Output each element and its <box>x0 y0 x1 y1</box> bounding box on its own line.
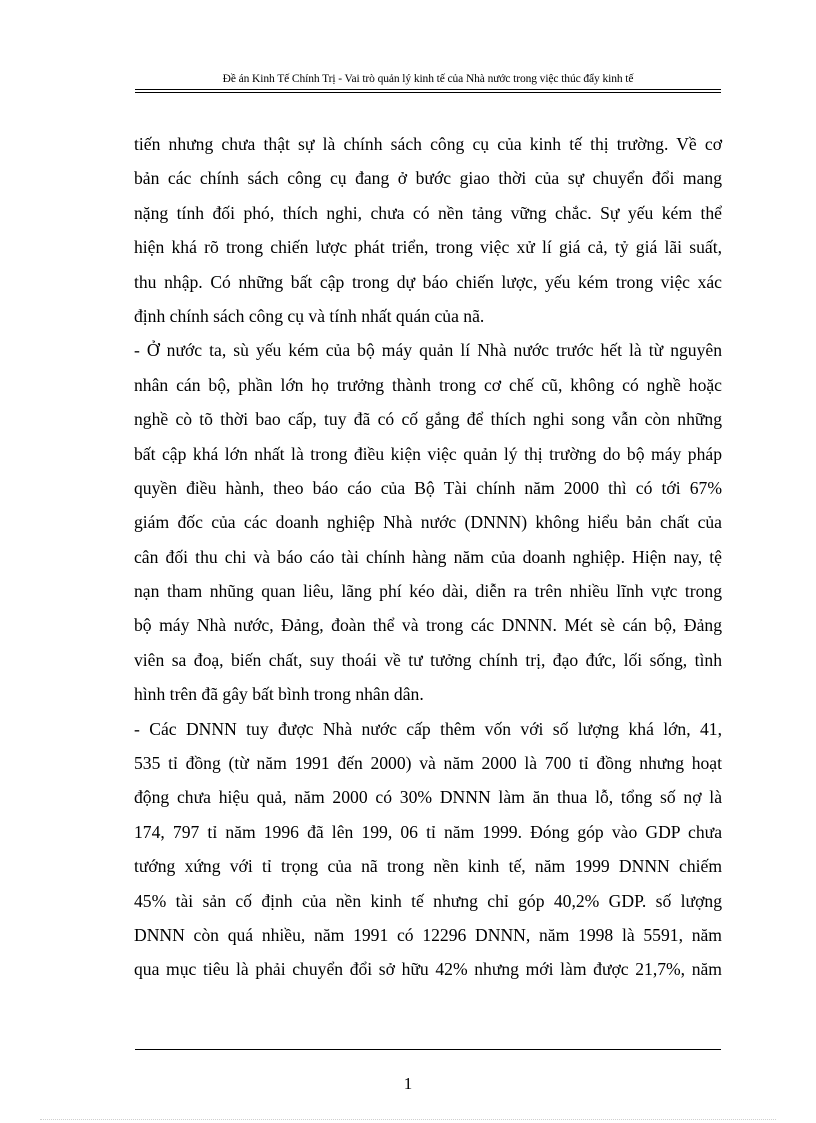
text-line: quyền điều hành, theo báo cáo của Bộ Tài chính năm 2000 thì có tới 67% <box>134 477 722 498</box>
text-line: 174, 797 tỉ năm 1996 đã lên 199, 06 tỉ năm 1999. Đóng góp vào GDP chưa <box>134 821 722 842</box>
text-line: qua mục tiêu là phải chuyển đổi sở hữu 42% nhưng mới làm được 21,7%, năm <box>134 959 722 980</box>
text-line: DNNN còn quá nhiều, năm 1991 có 12296 DNNN, năm 1998 là 5591, năm <box>134 924 722 945</box>
text-line: bộ máy Nhà nước, Đảng, đoàn thể và trong các DNNN. Mét sè cán bộ, Đảng <box>134 615 722 636</box>
text-line: thu nhập. Có những bất cập trong dự báo chiến lược, yếu kém trong việc xác <box>134 271 722 292</box>
body-text <box>134 127 722 987</box>
text-line: nhân cán bộ, phần lớn họ trưởng thành trong cơ chế cũ, không có nghề hoặc <box>134 374 722 395</box>
text-line: hình trên đã gây bất bình trong nhân dân. <box>134 684 424 705</box>
text-line: 45% tài sản cố định của nền kinh tế nhưng chỉ góp 40,2% GDP. số lượng <box>134 890 722 911</box>
running-header: Đề án Kinh Tế Chính Trị - Vai trò quản lý kinh tế của Nhà nước trong việc thúc đẩy kinh tế <box>222 73 634 85</box>
page-number: 1 <box>403 1074 413 1093</box>
header-rule-double <box>135 92 721 93</box>
text-line: cân đối thu chi và báo cáo tài chính hàng năm của doanh nghiệp. Hiện nay, tệ <box>134 546 722 567</box>
text-line: định chính sách công cụ và tính nhất quán của nã. <box>134 305 485 326</box>
text-line: viên sa đoạ, biến chất, suy thoái về tư tưởng chính trị, đạo đức, lối sống, tình <box>134 649 722 670</box>
text-line: bất cập khá lớn nhất là trong điều kiện việc quản lý thị trường do bộ máy pháp <box>134 443 722 464</box>
text-line: bản các chính sách công cụ đang ở bước giao thời của sự chuyển đổi mang <box>134 168 722 189</box>
text-line: 535 tỉ đồng (từ năm 1991 đến 2000) và năm 2000 là 700 tỉ đồng nhưng hoạt <box>134 753 722 774</box>
footer-rule <box>135 1049 721 1050</box>
text-line: giám đốc của các doanh nghiệp Nhà nước (DNNN) không hiểu bản chất của <box>134 512 722 533</box>
text-line: động chưa hiệu quả, năm 2000 có 30% DNNN làm ăn thua lỗ, tổng số nợ là <box>134 787 722 808</box>
text-line: tiến nhưng chưa thật sự là chính sách công cụ của kinh tế thị trường. Về cơ <box>134 134 722 154</box>
text-line: - Ở nước ta, sù yếu kém của bộ máy quản lí Nhà nước trước hết là từ nguyên <box>134 340 722 361</box>
header-rule <box>135 89 721 90</box>
text-line: nạn tham nhũng quan liêu, lãng phí kéo dài, diễn ra trên nhiều lĩnh vực trong <box>134 581 722 602</box>
page-edge-dots <box>40 1119 776 1120</box>
text-line: tướng xứng với tỉ trọng của nã trong nền kinh tế, năm 1999 DNNN chiếm <box>134 856 722 877</box>
text-line: nặng tính đối phó, thích nghi, chưa có nền tảng vững chắc. Sự yếu kém thể <box>134 202 722 223</box>
text-line: - Các DNNN tuy được Nhà nước cấp thêm vốn với số lượng khá lớn, 41, <box>134 718 722 739</box>
text-line: hiện khá rõ trong chiến lược phát triển, trong việc xử lí giá cả, tỷ giá lãi suất, <box>134 237 722 258</box>
text-line: nghề cò tõ thời bao cấp, tuy đã có cố gắng để thích nghi song vẫn còn những <box>134 409 722 430</box>
